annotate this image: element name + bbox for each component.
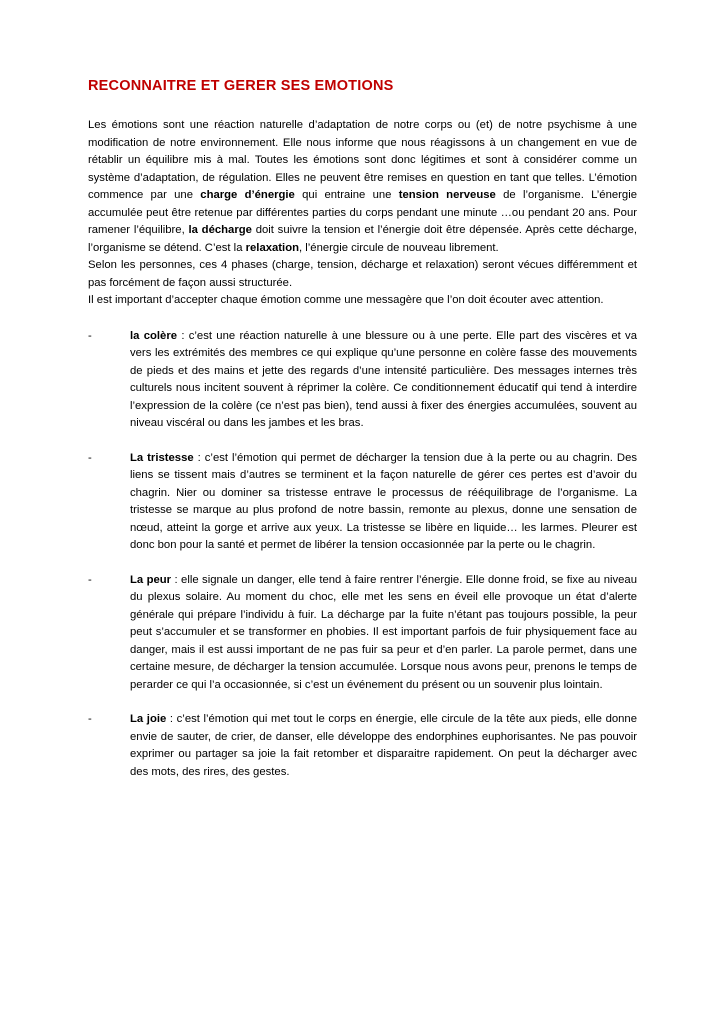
page-title: RECONNAITRE ET GERER SES EMOTIONS [88, 78, 394, 94]
emotion-description [130, 711, 637, 781]
bullet-marker: - [88, 713, 92, 726]
intro-text-3: de l’organisme. L’énergie accumulée peut être retenue par différentes parties du corps pendant une minute …ou pendant 20 ans. Pour ramener l’équilibre, [88, 189, 637, 237]
emotions-list [88, 328, 637, 782]
emotion-description [130, 450, 637, 555]
emotion-description [130, 328, 637, 433]
intro-block-2: Selon les personnes, ces 4 phases (charge, tension, décharge et relaxation) seront vécues différemment et pas forcément de façon aussi structurée. [88, 259, 637, 289]
emotion-separator: : [193, 451, 205, 464]
list-item [88, 572, 637, 695]
intro-bold-2: tension nerveuse [398, 189, 496, 202]
list-item [88, 450, 637, 555]
intro-text-2: qui entraine une [294, 189, 399, 202]
emotion-separator: : [177, 329, 189, 342]
emotion-separator: : [171, 573, 182, 586]
intro-block-1 [88, 117, 637, 257]
intro-text-4: doit suivre la tension et l’énergie doit être dépensée. Après cette décharge, l’organisme se détend. C’est la [88, 224, 637, 254]
emotion-body: c’est l’émotion qui met tout le corps en énergie, elle circule de la tête aux pieds, elle donne envie de sauter, de crier, de danser, elle développe des endorphines euphorisantes. Ne pas pouvoir exprimer ou partager sa joie la fait retomber et disparaitre rapidement. On peut la décharger avec des mots, des rires, des gestes. [130, 713, 637, 778]
list-item [88, 328, 637, 433]
emotion-name: La tristesse [130, 451, 194, 464]
emotion-name: La joie [130, 713, 167, 726]
intro-paragraph [88, 117, 637, 310]
bullet-marker: - [88, 329, 92, 342]
emotion-name: la colère [130, 329, 178, 342]
list-item [88, 711, 637, 781]
intro-bold-3: la décharge [188, 224, 252, 237]
emotion-body: c’est l’émotion qui permet de décharger la tension due à la perte ou au chagrin. Des liens se tissent mais d’autres se terminent et la façon naturelle de gérer ces pertes est d’avoir du chagrin. Nier ou dominer sa tristesse entrave le processus de rééquilibrage de l’organisme. La tristesse se marque au plus profond de notre bassin, remonte au plexus, donne une sensation de nœud, atteint la gorge et arrive aux yeux. La tristesse se libère en liquide… les larmes. Pleurer est donc bon pour la santé et permet de libérer la tension occasionnée par la perte ou le chagrin. [130, 451, 638, 552]
intro-block-3: Il est important d’accepter chaque émotion comme une messagère que l’on doit écouter avec attention. [88, 294, 604, 307]
emotion-body: elle signale un danger, elle tend à faire rentrer l’énergie. Elle donne froid, se fixe au niveau du plexus solaire. Au moment du choc, elle met les sens en éveil elle provoque un état d’alerte générale qui prépare l’individu à fuir. La décharge par la fuite n’étant pas toujours possible, la peur peut s’accumuler et se transformer en phobies. Il est important parfois de fuir physiquement face au danger, mais il est aussi important de ne pas fuir sa peur et d’en parler. La parole permet, dans une certaine mesure, de décharger la tension accumulée. Lorsque nous avons peur, prenons le temps de регarder ce qui l’a occasionnée, si c’est un événement du présent ou un souvenir plus lointain. [130, 573, 637, 691]
intro-text-1: Les émotions sont une réaction naturelle d’adaptation de notre corps ou (et) de notre psychisme à une modification de notre environnement. Elle nous informe que nous réagissons à un changement en vue de rétablir un équilibre mis à mal. Toutes les émotions sont donc légitimes et sont à considérer comme un système d’adaptation, de régulation. Elles ne peuvent être remises en question en tant que telles. L’émotion commence par une [88, 119, 637, 202]
emotion-body: c’est une réaction naturelle à une blessure ou à une perte. Elle part des viscères et va vers les extrémités des membres ce qui explique qu’une personne en colère fasse des mouvements de pieds et des mains et jette des regards d’une intensité particulière. Des messages internes très culturels nous incitent souvent à réprimer la colère. Ce conditionnement éducatif qui tend à interdire l’expression de la colère (ce n’est pas bien), tend aussi à fixer des énergies accumulées, souvent au niveau viscéral ou dans les jambes et les bras. [130, 329, 637, 430]
bullet-marker: - [88, 451, 92, 464]
emotion-separator: : [166, 713, 177, 726]
bullet-marker: - [88, 573, 92, 586]
intro-bold-4: relaxation [245, 241, 299, 254]
emotion-name: La peur [130, 573, 172, 586]
emotion-description [130, 572, 637, 695]
intro-bold-1: charge d’énergie [200, 189, 295, 202]
intro-text-5: , l’énergie circule de nouveau librement. [299, 241, 499, 254]
